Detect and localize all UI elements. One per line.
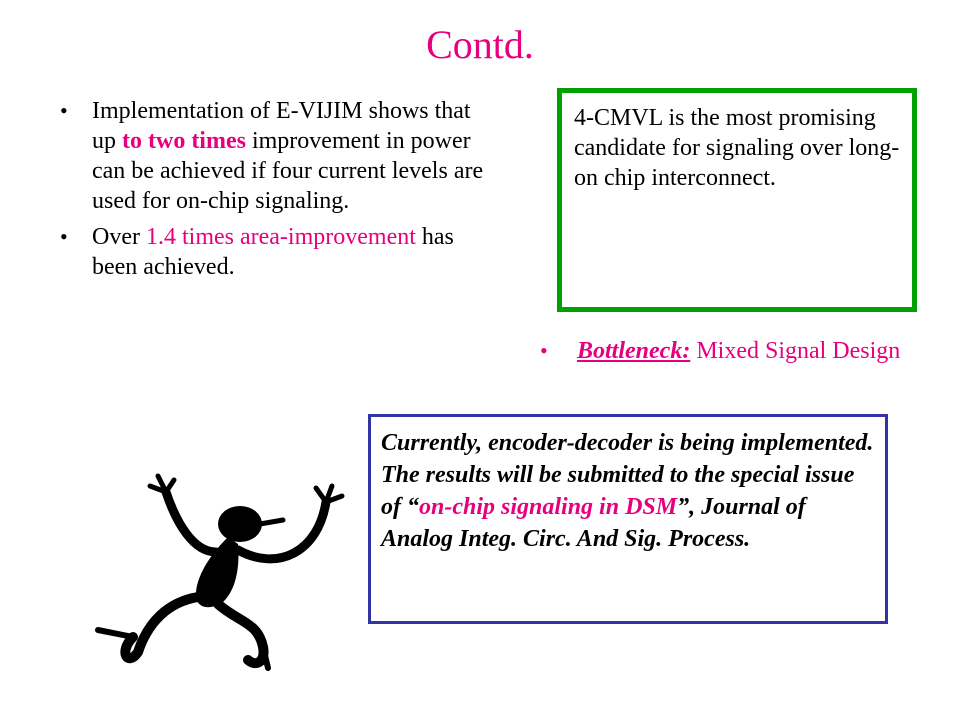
bullet-power-text-pre: Implementation of E-VIJIM shows that up — [92, 98, 471, 154]
cmvl-callout-box — [557, 88, 917, 312]
bottleneck-text: Mixed Signal Design — [690, 338, 901, 364]
bullet-area-highlight: 1.4 times area-improvement — [145, 224, 416, 250]
dancing-figure-icon — [88, 472, 358, 672]
status-text-pre: Currently, encoder-decoder is being implemented. The results will be submitted to the special issue of “ — [381, 430, 874, 520]
bullet-icon: • — [540, 338, 548, 363]
status-text-post: ”, Journal of Analog Integ. Circ. And Sig. Process. — [381, 494, 806, 552]
status-highlight: on-chip signaling in DSM — [419, 494, 678, 520]
cmvl-callout-text: 4-CMVL is the most promising candidate for signaling over long-on chip interconnect. — [574, 105, 900, 191]
bullet-item-power — [60, 96, 490, 216]
bullet-power-highlight: to two times — [122, 128, 246, 154]
figure-head — [218, 506, 262, 542]
bottleneck-label: Bottleneck: — [577, 338, 691, 364]
status-callout-box — [368, 414, 888, 624]
bullet-area-text-post: has been achieved. — [92, 224, 454, 280]
bullet-area-text-pre: Over — [92, 224, 146, 250]
bullet-icon: • — [60, 224, 68, 249]
bottleneck-bullet — [540, 336, 940, 366]
slide-title: Contd. — [426, 22, 534, 67]
bullet-icon: • — [60, 98, 68, 123]
left-bullet-list — [60, 96, 490, 288]
bullet-item-area — [60, 222, 490, 282]
bullet-power-text-post: improvement in power can be achieved if four current levels are used for on-chip signaling. — [92, 128, 484, 214]
